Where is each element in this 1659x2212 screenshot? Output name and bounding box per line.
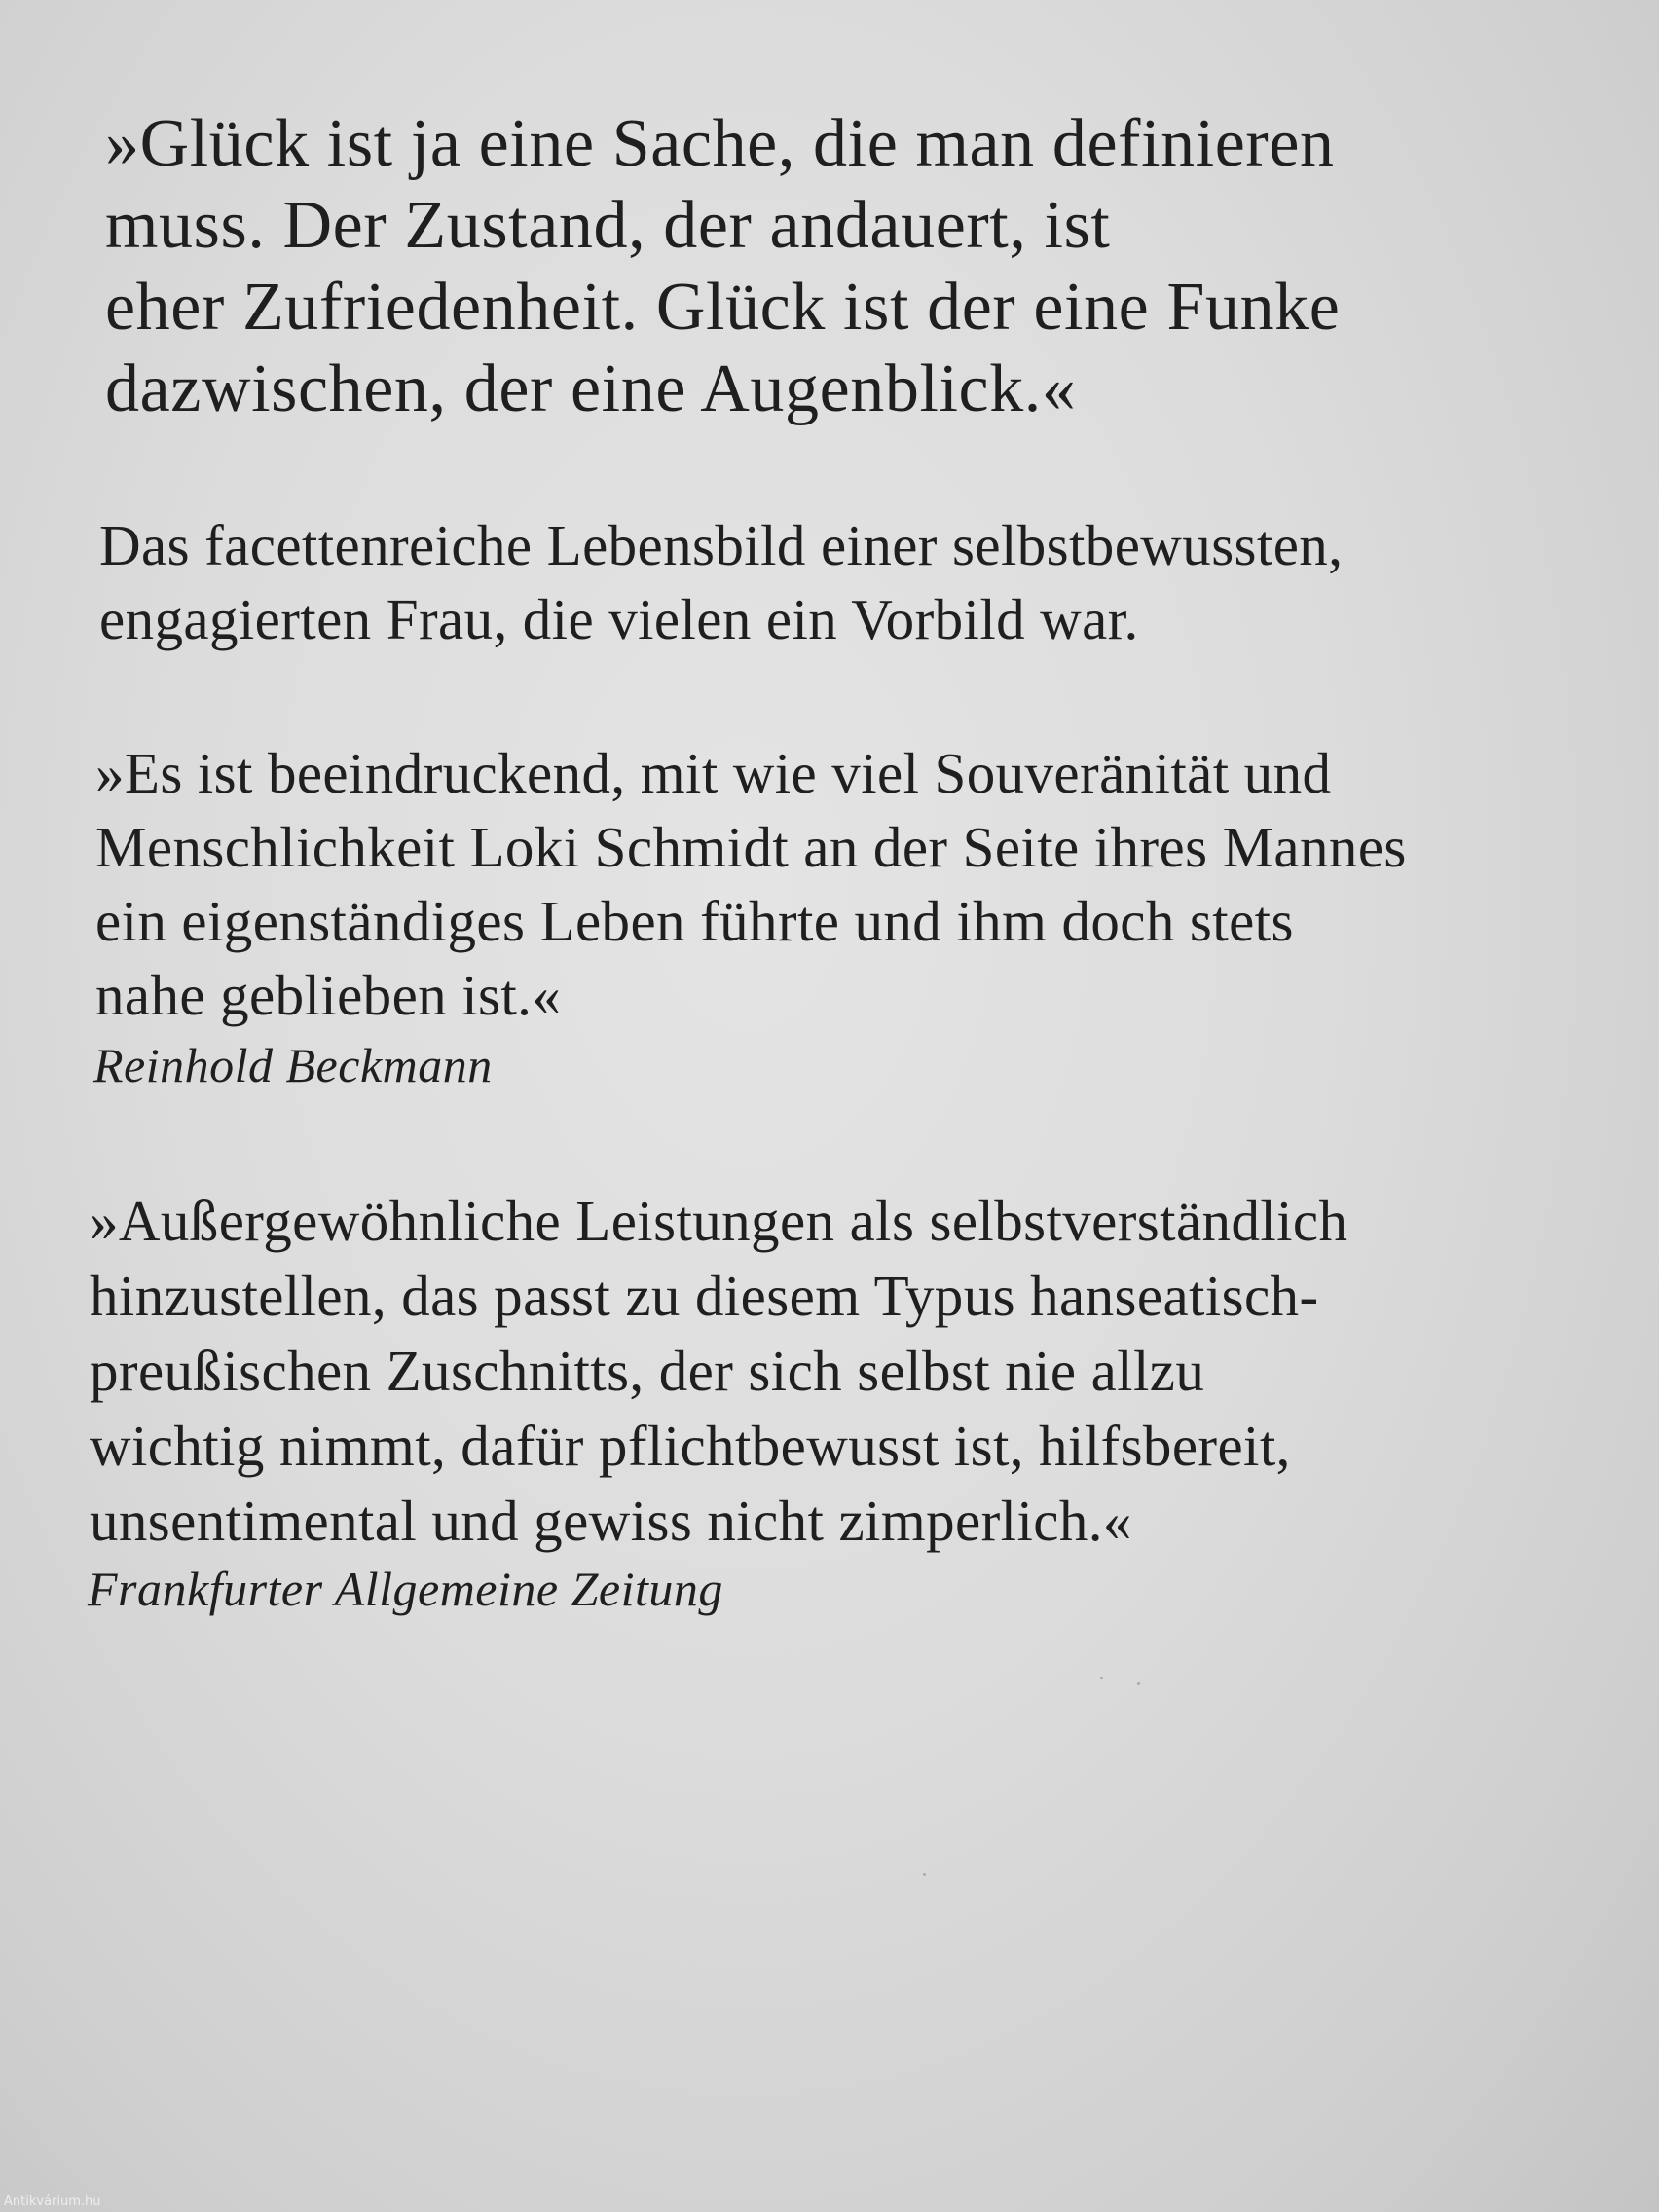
paper-speck	[1137, 1682, 1140, 1685]
review-quote-line: preußischen Zuschnitts, der sich selbst nie allzu	[90, 1339, 1205, 1403]
review-quote-line: wichtig nimmt, dafür pflichtbewusst ist, hilfsbereit,	[90, 1414, 1291, 1478]
main-quote-line: muss. Der Zustand, der andauert, ist	[105, 188, 1111, 263]
attribution-beckmann: Reinhold Beckmann	[93, 1038, 493, 1092]
book-blurb	[99, 508, 1343, 656]
review-quote-line: hinzustellen, das passt zu diesem Typus hanseatisch-	[90, 1264, 1319, 1328]
paper-speck	[923, 1873, 926, 1876]
paper-speck	[1100, 1677, 1103, 1679]
main-quote	[105, 103, 1340, 430]
main-quote-line: eher Zufriedenheit. Glück ist der eine Funke	[105, 270, 1341, 345]
blurb-line: Das facettenreiche Lebensbild einer selbstbewussten,	[99, 513, 1344, 577]
review-quote-line: »Es ist beeindruckend, mit wie viel Souveränität und	[95, 741, 1332, 805]
review-quote-line: nahe geblieben ist.«	[95, 963, 562, 1027]
review-quote-faz	[90, 1184, 1347, 1559]
main-quote-line: dazwischen, der eine Augenblick.«	[105, 351, 1077, 426]
review-quote-line: unsentimental und gewiss nicht zimperlich.«	[90, 1489, 1132, 1553]
review-quote-line: »Außergewöhnliche Leistungen als selbstverständlich	[90, 1189, 1348, 1253]
review-quote-beckmann	[95, 736, 1407, 1032]
attribution-faz: Frankfurter Allgemeine Zeitung	[88, 1562, 723, 1616]
review-quote-line: Menschlichkeit Loki Schmidt an der Seite ihres Mannes	[95, 815, 1407, 879]
main-quote-line: »Glück ist ja eine Sache, die man definieren	[105, 106, 1335, 181]
blurb-line: engagierten Frau, die vielen ein Vorbild war.	[99, 587, 1139, 651]
watermark-text: Antikvárium.hu	[4, 2194, 101, 2209]
review-quote-line: ein eigenständiges Leben führte und ihm doch stets	[95, 889, 1294, 953]
